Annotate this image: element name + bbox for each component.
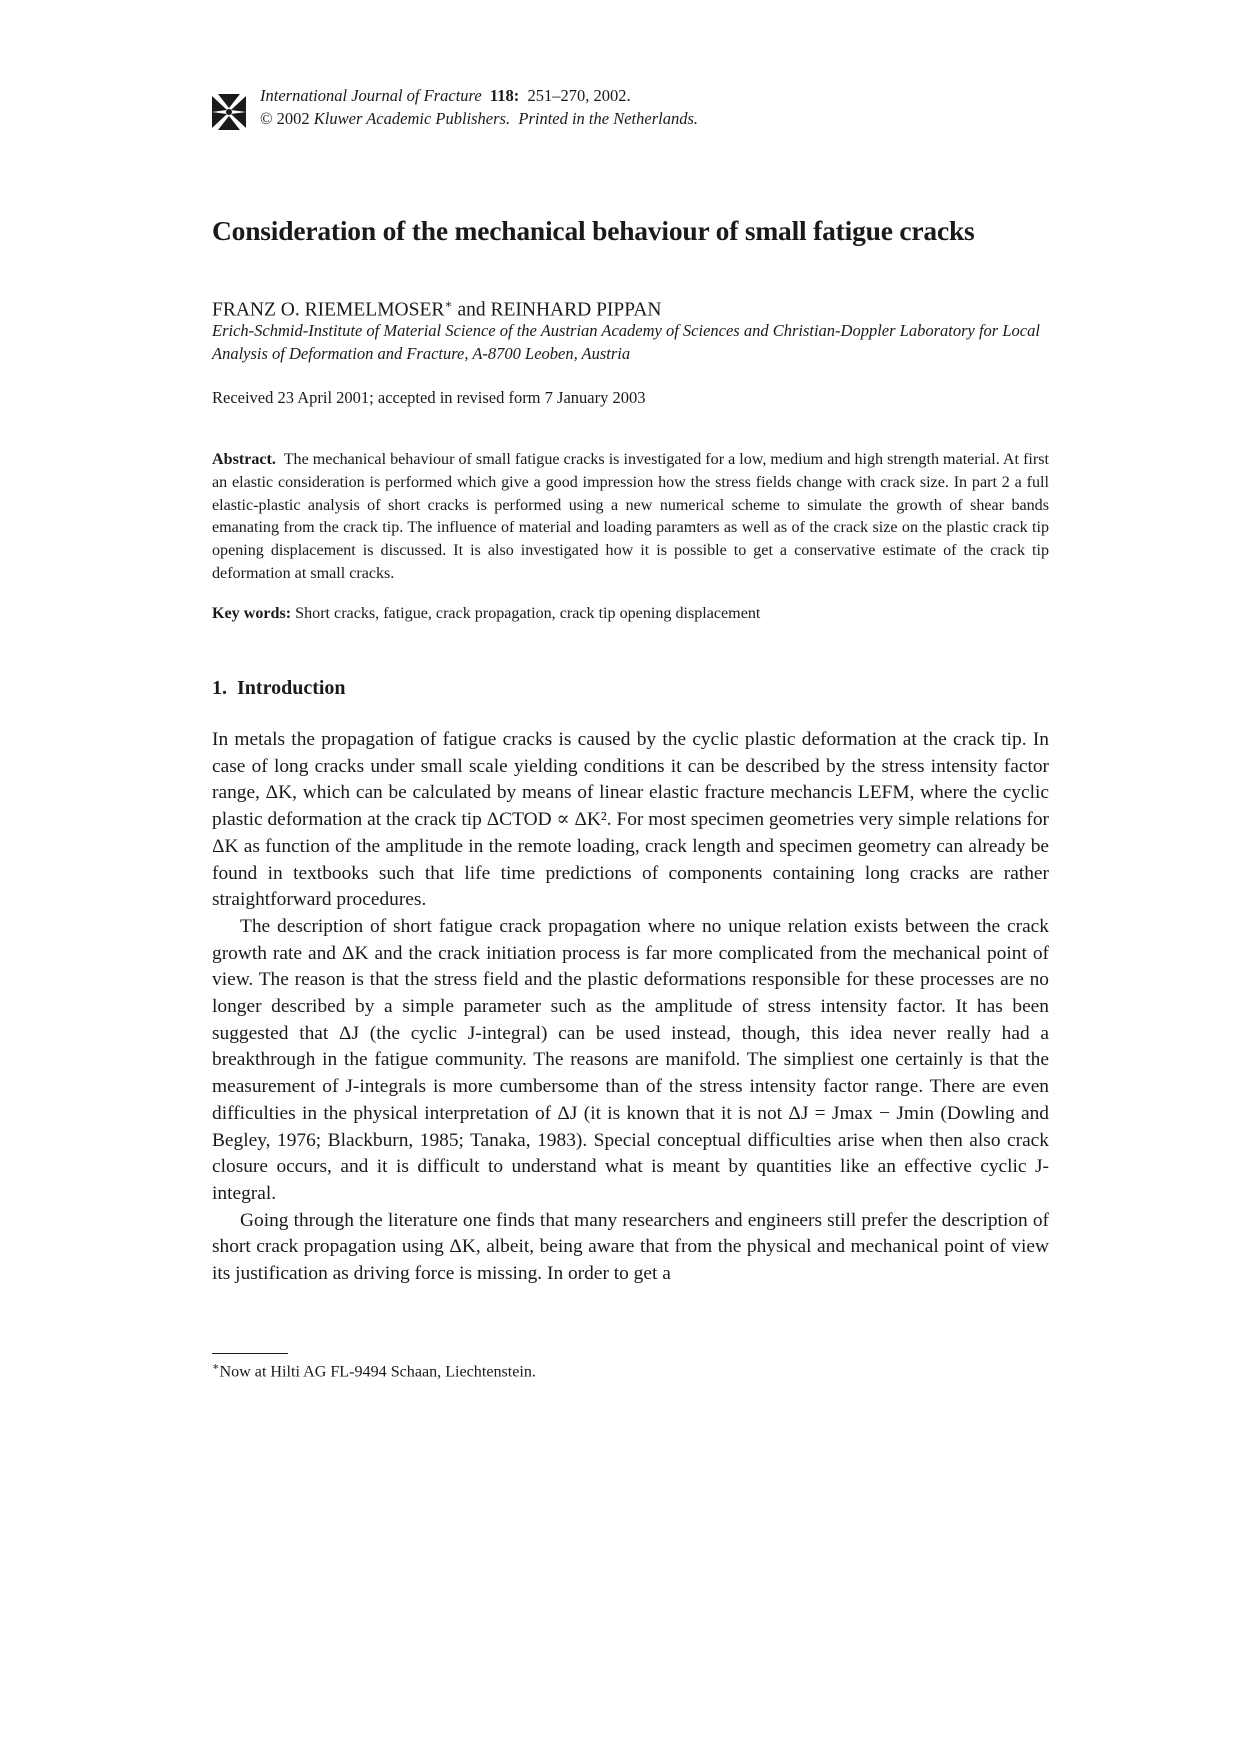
copyright-year: © 2002 [260, 109, 310, 128]
author-name: REINHARD PIPPAN [490, 299, 662, 321]
printed-location: Printed in the Netherlands. [518, 109, 699, 128]
publisher-name: Kluwer Academic Publishers. [313, 109, 511, 128]
abstract-label: Abstract. [212, 451, 276, 468]
journal-pages-year: 251–270, 2002. [527, 86, 631, 105]
paragraph: Going through the literature one finds that many researchers and engineers still prefer the description of short crack propagation using ΔK, albeit, being aware that from the physical and mechanical point of view its justification as driving force is missing. In order to get a [212, 1209, 1049, 1285]
section-heading [212, 675, 346, 701]
journal-citation-line [260, 84, 698, 107]
section-title: Introduction [237, 677, 346, 699]
keywords [212, 603, 760, 625]
body-text [212, 727, 1049, 1288]
kluwer-logo-icon [212, 94, 246, 130]
section-number: 1. [212, 677, 227, 699]
abstract-text: The mechanical behaviour of small fatigue cracks is investigated for a low, medium and high strength material. At first an elastic consideration is performed which give a good impression how the stress fields change with crack size. In part 2 a full elastic-plastic analysis of short cracks is performed using a new numerical scheme to simulate the growth of shear bands emanating from the crack tip. The influence of material and loading paramters as well as of the crack size on the plastic crack tip opening displacement is discussed. It is also investigated how it is possible to get a conservative estimate of the crack tip deformation at small cracks. [212, 451, 1049, 582]
paragraph: In metals the propagation of fatigue cracks is caused by the cyclic plastic deformation at the crack tip. In case of long cracks under small scale yielding conditions it can be described by the stress intensity factor range, ΔK, which can be calculated by means of linear elastic fracture mechancis LEFM, where the cyclic plastic deformation at the crack tip ΔCTOD ∝ ΔK². For most specimen geometries very simple relations for ΔK as function of the amplitude in the remote loading, crack length and specimen geometry can already be found in textbooks such that life time predictions of components containing long cracks are rather straightforward procedures. [212, 729, 1049, 911]
footnote [212, 1356, 536, 1383]
journal-header [212, 84, 1049, 134]
paragraph: The description of short fatigue crack propagation where no unique relation exists between the crack growth rate and ΔK and the crack initiation process is far more complicated from the mechanical point of view. The reason is that the stress field and the plastic deformations responsible for these processes are no longer described by a simple parameter such as the amplitude of stress intensity factor. It has been suggested that ΔJ (the cyclic J-integral) can be used instead, though, this idea never really had a breakthrough in the fatigue community. The reasons are manifold. The simpliest one certainly is that the measurement of J-integrals is more cumbersome than of the stress intensity factor range. There are even difficulties in the physical interpretation of ΔJ (it is known that it is not ΔJ = Jmax − Jmin (Dowling and Begley, 1976; Blackburn, 1985; Tanaka, 1983). Special conceptual difficulties arise when then also crack closure occurs, and it is difficult to understand what is meant by quantities like an effective cyclic J-integral. [212, 915, 1049, 1204]
abstract [212, 449, 1049, 586]
author-affiliation: Erich-Schmid-Institute of Material Science of the Austrian Academy of Sciences and Christian-Doppler Laboratory for Local Analysis of Deformation and Fracture, A-8700 Leoben, Austria [212, 321, 1040, 363]
footnote-text: Now at Hilti AG FL-9494 Schaan, Liechtenstein. [219, 1363, 536, 1381]
footnote-marker: ∗ [212, 1361, 220, 1373]
footnote-divider [212, 1353, 288, 1354]
keywords-label: Key words: [212, 605, 292, 622]
paper-title: Consideration of the mechanical behaviour of small fatigue cracks [212, 215, 975, 246]
paper-page [212, 0, 1049, 1755]
keywords-text: Short cracks, fatigue, crack propagation, crack tip opening displacement [295, 605, 761, 622]
copyright-line [260, 107, 698, 130]
journal-name: International Journal of Fracture [260, 86, 482, 105]
author-conjunction: and [457, 299, 486, 321]
author-name: FRANZ O. RIEMELMOSER [212, 299, 445, 321]
author-list [212, 292, 662, 323]
journal-volume: 118: [489, 86, 520, 105]
received-dates: Received 23 April 2001; accepted in revised form 7 January 2003 [212, 388, 646, 407]
footnote-marker: ∗ [444, 297, 453, 311]
